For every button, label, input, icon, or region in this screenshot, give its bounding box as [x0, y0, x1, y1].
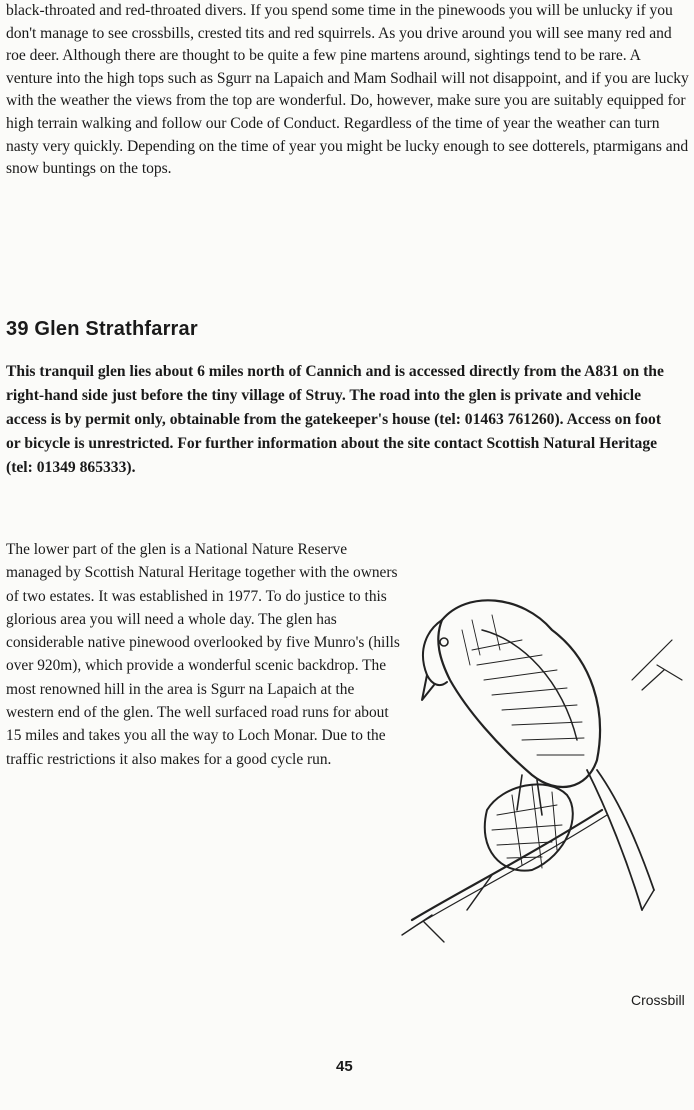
illustration-caption: Crossbill: [631, 992, 685, 1008]
body-paragraph: The lower part of the glen is a National Nature Reserve managed by Scottish Natural Heritage together with the owners of two estates. It was established in 1977. To do justice to this glorious area you will need a whole day. The glen has considerable native pinewood overlooked by five Munro's (hills over 920m), which provide a wonderful scenic backdrop. The most renowned hill in the area is Sgurr na Lapaich at the western end of the glen. The well surfaced road runs for about 15 miles and takes you all the way to Loch Monar. Due to the traffic restrictions it also makes for a good cycle run.: [6, 541, 400, 768]
section-heading: 39 Glen Strathfarrar: [6, 318, 198, 340]
page-number: 45: [336, 1058, 353, 1075]
crossbill-illustration: [372, 570, 694, 970]
access-paragraph: This tranquil glen lies about 6 miles north of Cannich and is accessed directly from the A831 on the right-hand side just before the tiny village of Struy. The road into the glen is private and vehicle access is by permit only, obtainable from the gatekeeper's house (tel: 01463 761260). Access on foot or bicycle is unrestricted. For further information about the site contact Scottish Natural Heritage (tel: 01349 865333).: [6, 363, 664, 476]
intro-paragraph: black-throated and red-throated divers. If you spend some time in the pinewoods you will be unlucky if you don't manage to see crossbills, crested tits and red squirrels. As you drive around you will see many red and roe deer. Although there are thought to be quite a few pine martens around, sightings tend to be rare. A venture into the high tops such as Sgurr na Lapaich and Mam Sodhail will not disappoint, and if you are lucky with the weather the views from the top are wonderful. Do, however, make sure you are suitably equipped for high terrain walking and follow our Code of Conduct. Regardless of the time of year the weather can turn nasty very quickly. Depending on the time of year you might be lucky enough to see dotterels, ptarmigans and snow buntings on the tops.: [6, 2, 689, 178]
